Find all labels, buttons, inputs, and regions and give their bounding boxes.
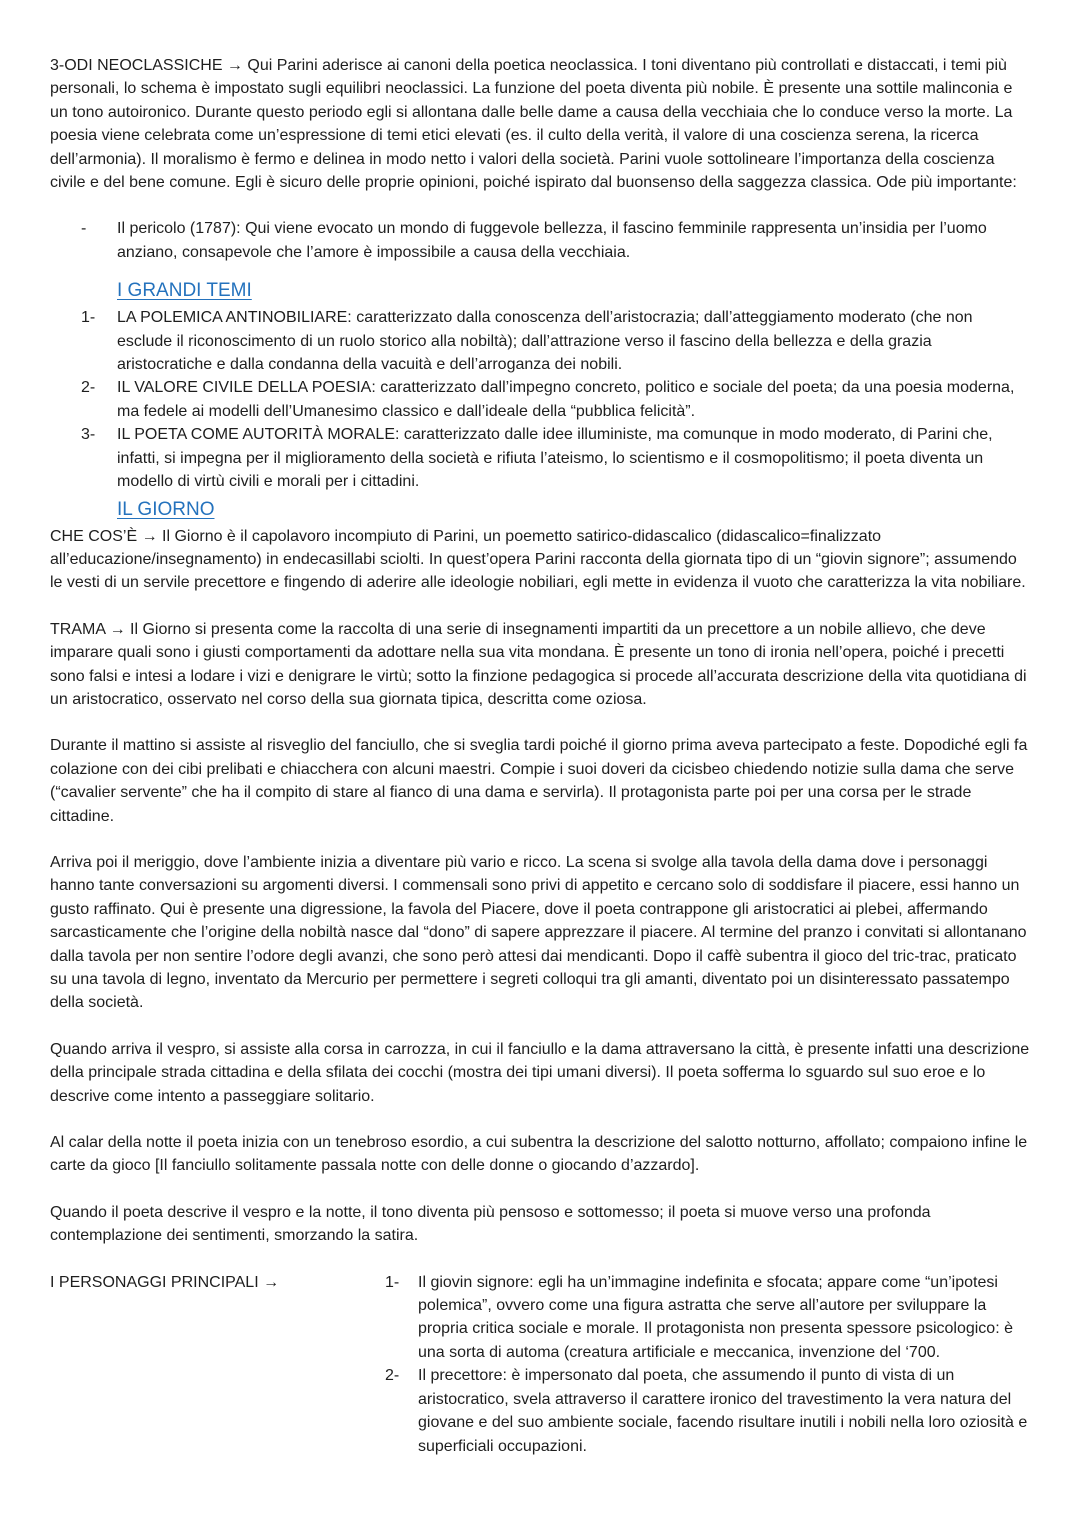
paragraph-che-cose: CHE COS’È → Il Giorno è il capolavoro incompiuto di Parini, un poemetto satirico-didascalico (didascalico=finalizzato all’educazione/insegnamento) in endecasillabi sciolti. In quest’opera Parini racconta della giornata tipo di un “giovin signore”; assumendo le vesti di un servile precettore e fingendo di aderire alle ideologie nobiliari, egli mette in evidenza il vuoto che caratterizza la vita nobiliare. — [50, 527, 1026, 592]
list-item-autorita-morale — [50, 423, 1031, 493]
section-heading-i-grandi-temi: I GRANDI TEMI — [117, 280, 252, 302]
list-item-il-pericolo — [50, 217, 1031, 264]
personaggi-label: I PERSONAGGI PRINCIPALI → — [50, 1273, 280, 1291]
paragraph-mattino: Durante il mattino si assiste al risveglio del fanciullo, che si sveglia tardi poiché il giorno prima aveva partecipato a feste. Dopodiché egli fa colazione con dei cibi prelibati e chiacchera con alcuni maestri. Compie i suoi doveri da cicisbeo chiedendo notizie sulla dama che serve (“cavalier servente” che ha il compito di stare al fianco di una dama e servirla). Il protagonista parte poi per una corsa per le strade cittadine. — [50, 737, 1028, 825]
list-item-text: Il precettore: è impersonato dal poeta, che assumendo il punto di vista di un aristocratico, svela attraverso il carattere ironico del travestimento la vera natura del giovane e del suo ambiente sociale, facendo risultare inutili i nobili nella loro oziosità e superficiali occupazioni. — [418, 1367, 1028, 1455]
personaggi-section — [50, 1271, 1031, 1458]
list-item-valore-civile — [50, 376, 1031, 423]
paragraph-trama: TRAMA → Il Giorno si presenta come la raccolta di una serie di insegnamenti impartiti da un precettore a un nobile allievo, che deve imparare quali sono i giusti comportamenti da adottare nella sua vita mondana. È presente un tono di ironia nell’opera, poiché i precetti sono falsi e intesi a lodare i vizi e denigrare le virtù; sotto la finzione pedagogica si procede all’accurata descrizione della vita quotidiana di un aristocratico, osservato nel corso della sua giornata tipica, descritta come oziosa. — [50, 620, 1027, 708]
grandi-temi-list — [50, 306, 1031, 493]
number-marker: 1- — [385, 1273, 400, 1291]
paragraph-vespro: Quando arriva il vespro, si assiste alla corsa in carrozza, in cui il fanciullo e la dama attraversano la città, è presente infatti una descrizione della principale strada cittadina e della sfilata dei cocchi (mostra dei tipi umani diversi). Il poeta sofferma lo sguardo sul suo eroe e lo descrive come intento a passeggiare solitario. — [50, 1040, 1030, 1105]
number-marker: 1- — [81, 309, 96, 327]
number-marker: 2- — [385, 1367, 400, 1385]
personaggi-list — [385, 1271, 1031, 1458]
number-marker: 2- — [81, 379, 96, 397]
dash-marker: - — [81, 220, 87, 238]
paragraph-notte: Al calar della notte il poeta inizia con un tenebroso esordio, a cui subentra la descrizione del salotto notturno, affollato; compaiono infine le carte da gioco [Il fanciullo solitamente passala notte con delle donne o giocando d’azzardo]. — [50, 1134, 1028, 1175]
paragraph-tono: Quando il poeta descrive il vespro e la notte, il tono diventa più pensoso e sottomesso; il poeta si muove verso una profonda contemplazione dei sentimenti, smorzando la satira. — [50, 1203, 931, 1245]
list-item-giovin-signore — [385, 1271, 1031, 1365]
list-item-precettore — [385, 1364, 1031, 1458]
list-item-text: IL VALORE CIVILE DELLA POESIA: caratterizzato dall’impegno concreto, politico e sociale del poeta; da una poesia moderna, ma fedele ai modelli dell’Umanesimo classico e dall’ideale della “pubblica felicità”. — [117, 379, 1015, 420]
ode-list — [50, 217, 1031, 264]
section-heading-il-giorno: IL GIORNO — [117, 498, 215, 520]
number-marker: 3- — [81, 426, 96, 444]
list-item-text: Il giovin signore: egli ha un’immagine indefinita e sfocata; appare come “un’ipotesi polemica”, ovvero come una figura astratta che serve all’autore per sviluppare la propria critica sociale e morale. Il protagonista non presenta spessore psicologico: è una sorta di automa (creatura artificiale e meccanica, invenzione del ‘700. — [418, 1273, 1013, 1361]
paragraph-odi-neoclassiche: 3-ODI NEOCLASSICHE → Qui Parini aderisce ai canoni della poetica neoclassica. I toni diventano più controllati e distaccati, i temi più personali, lo schema è impostato sugli equilibri neoclassici. La funzione del poeta diventa più nobile. È presente una sottile malinconia e un tono autoironico. Durante questo periodo egli si allontana dalle belle dame a causa della vecchiaia che lo conduce verso la morte. La poesia viene celebrata come un’espressione di temi etici elevati (es. il culto della verità, il valore di una coscienza serena, la ricerca dell’armonia). Il moralismo è fermo e delinea in modo netto i valori della società. Parini vuole sottolineare l’importanza della coscienza civile e del bene comune. Egli è sicuro delle proprie opinioni, poiché ispirato dal buonsenso della saggezza classica. Ode più importante: — [50, 57, 1017, 192]
paragraph-meriggio: Arriva poi il meriggio, dove l’ambiente inizia a diventare più vario e ricco. La scena si svolge alla tavola della dama dove i personaggi hanno tante conversazioni su argomenti diversi. I commensali sono privi di appetito e cercano solo di soddisfare il piacere, essi hanno un gusto raffinato. Qui è presente una digressione, la favola del Piacere, dove il poeta contrappone gli aristocratici ai plebei, affermando sarcasticamente che l’origine della nobiltà nasce dal “dono” di sapere apprezzare il piacere. Al termine del pranzo i convitati si allontanano dalla tavola per non sentire l’odore degli avanzi, che sono però attesi dai mendicanti. Dopo il caffè subentra il gioco del tric-trac, praticato su una tavola di legno, inventato da Mercurio per permettere i segreti colloqui tra gli amanti, diventato poi un disinteressato passatempo della società. — [50, 853, 1027, 1012]
list-item-text: LA POLEMICA ANTINOBILIARE: caratterizzato dalla conoscenza dell’aristocrazia; dall’atteggiamento moderato (che non esclude il riconoscimento di un ruolo storico alla nobiltà); dall’attrazione verso il fascino della bellezza e della grazia aristocratiche e dalla condanna della vacuità e dell’arroganza dei nobili. — [117, 309, 973, 374]
list-item-text: IL POETA COME AUTORITÀ MORALE: caratterizzato dalle idee illuministe, ma comunque in modo moderato, di Parini che, infatti, si impegna per il miglioramento della società e rifiuta l’ateismo, lo scientismo e il cosmopolitismo; il poeta diventa un modello di virtù civili e morali per i cittadini. — [117, 426, 993, 491]
list-item-polemica-antinobiliare — [50, 306, 1031, 376]
list-item-text: Il pericolo (1787): Qui viene evocato un mondo di fuggevole bellezza, il fascino femminile rappresenta un’insidia per l’uomo anziano, consapevole che l’amore è impossibile a causa della vecchiaia. — [117, 220, 987, 261]
